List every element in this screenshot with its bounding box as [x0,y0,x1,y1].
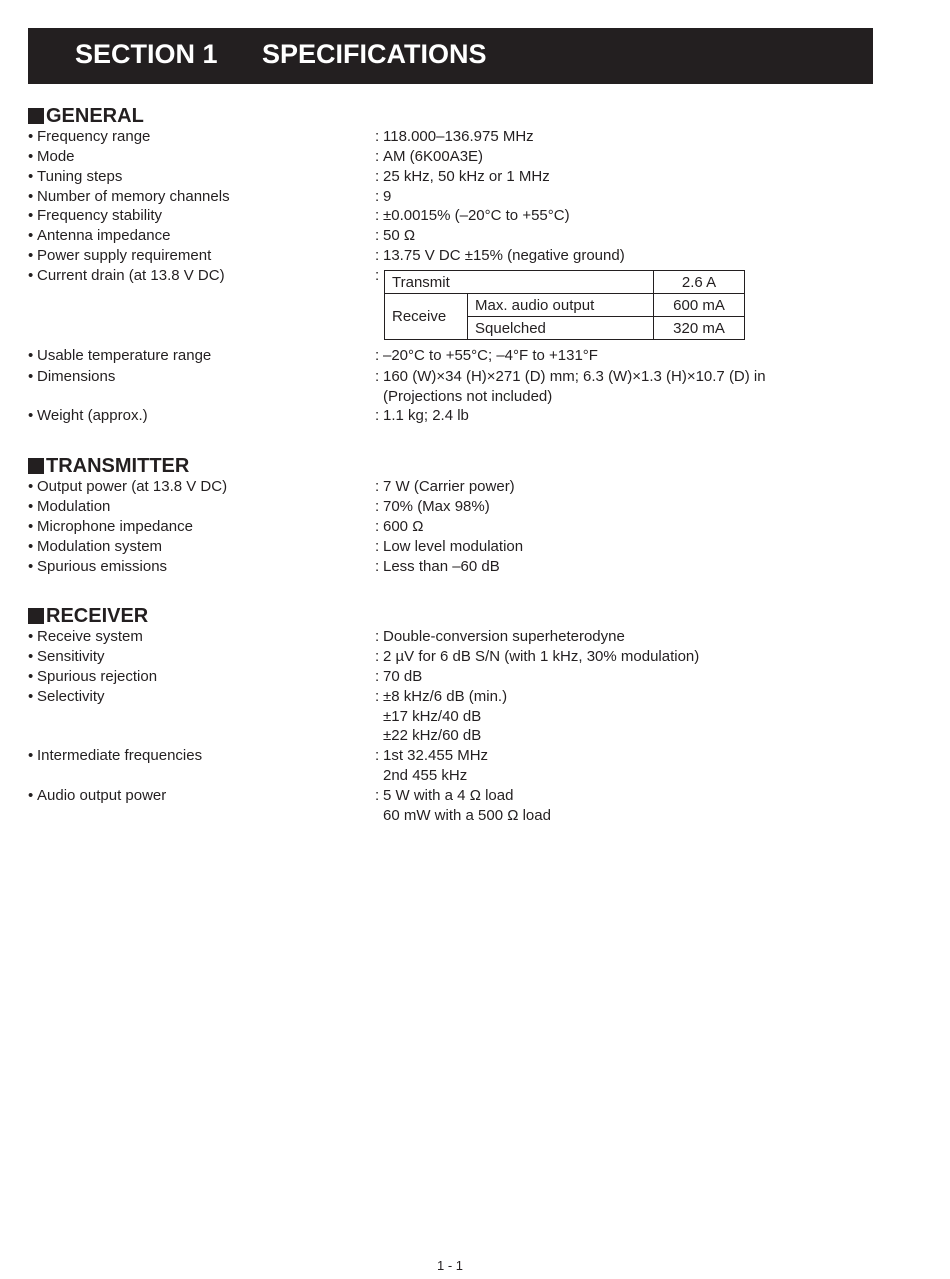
section-banner [28,28,873,84]
square-bullet-icon [28,458,44,474]
receiver-heading: RECEIVER [28,605,148,628]
section-title: SPECIFICATIONS [262,39,487,69]
table-cell: 320 mA [654,317,745,340]
page-number: 1 - 1 [436,1258,463,1273]
square-bullet-icon [28,608,44,624]
section-number: SECTION 1 [75,39,218,69]
square-bullet-icon [28,108,44,124]
table-cell: 2.6 A [654,271,745,294]
general-heading: GENERAL [28,105,144,128]
current-drain-table [384,270,745,340]
table-cell: 600 mA [654,294,745,317]
table-cell: Transmit [385,271,654,294]
table-cell: Max. audio output [468,294,654,317]
table-cell: Receive [385,294,468,340]
table-cell: Squelched [468,317,654,340]
transmitter-heading: TRANSMITTER [28,455,189,478]
